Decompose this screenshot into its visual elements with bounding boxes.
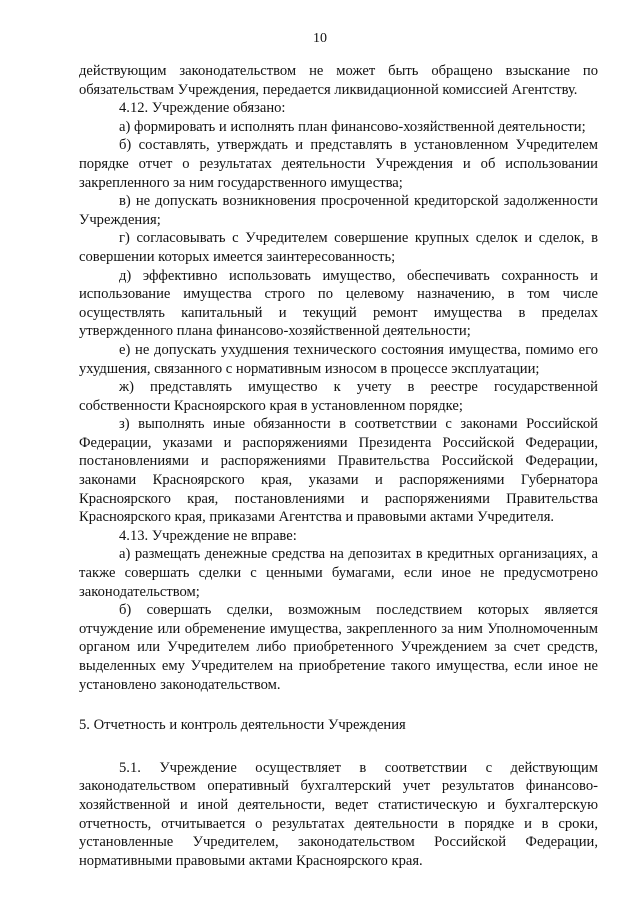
paragraph: в) не допускать возникновения просроченной кредиторской задолженности Учреждения; [79, 193, 598, 228]
paragraph: 5.1. Учреждение осуществляет в соответствии с действующим законодательством оперативный бухгалтерский учет результатов финансово-хозяйственной и иной деятельности, ведет статистическую и бухгалтерскую отчетность, отчитывается о результатах деятельности в порядке и в сроки, установленные Учредителем, законодательством Российской Федерации, нормативными правовыми актами Красноярского края. [79, 759, 598, 869]
paragraph: действующим законодательством не может быть обращено взыскание по обязательствам Учреждения, передается ликвидационной комиссией Агентству. [79, 63, 598, 98]
paragraph: 4.12. Учреждение обязано: [119, 100, 286, 117]
paragraph: б) совершать сделки, возможным последствием которых является отчуждение или обременение имущества, закрепленного за ним Уполномоченным органом или Учредителем либо приобретенного Учреждением за счет средств, выделенных ему Учредителем на приобретение такого имущества, если иное не установлено законодательством. [79, 602, 598, 693]
paragraph: д) эффективно использовать имущество, обеспечивать сохранность и использование имущества строго по целевому назначению, в том числе осуществлять капитальный и текущий ремонт имущества в пределах утвержденного плана финансово-хозяйственной деятельности; [79, 267, 598, 340]
paragraph: г) согласовывать с Учредителем совершение крупных сделок и сделок, в совершении которых имеется заинтересованность; [79, 230, 598, 265]
document-body [79, 62, 598, 870]
section-heading: 5. Отчетность и контроль деятельности Учреждения [79, 717, 406, 734]
page-number: 10 [313, 31, 327, 46]
paragraph: е) не допускать ухудшения технического состояния имущества, помимо его ухудшения, связанного с нормативным износом в процессе эксплуатации; [79, 341, 598, 377]
paragraph: а) формировать и исполнять план финансово-хозяйственной деятельности; [119, 118, 586, 135]
paragraph: з) выполнять иные обязанности в соответствии с законами Российской Федерации, указами и распоряжениями Президента Российской Федерации, постановлениями и распоряжениями Правительства Российской Федерации, законами Красноярского края, указами и распоряжениями Губернатора Красноярского края, постановлениями и распоряжениями Правительства Красноярского края, приказами Агентства и правовыми актами Учредителя. [79, 416, 598, 526]
paragraph: ж) представлять имущество к учету в реестре государственной собственности Красноярского края в установленном порядке; [79, 379, 598, 414]
paragraph: б) составлять, утверждать и представлять в установленном Учредителем порядке отчет о результатах деятельности Учреждения и об использовании закрепленного за ним государственного имущества; [79, 137, 598, 191]
paragraph: 4.13. Учреждение не вправе: [119, 527, 297, 544]
paragraph: а) размещать денежные средства на депозитах в кредитных организациях, а также совершать сделки с ценными бумагами, если иное не предусмотрено законодательством; [79, 546, 598, 600]
